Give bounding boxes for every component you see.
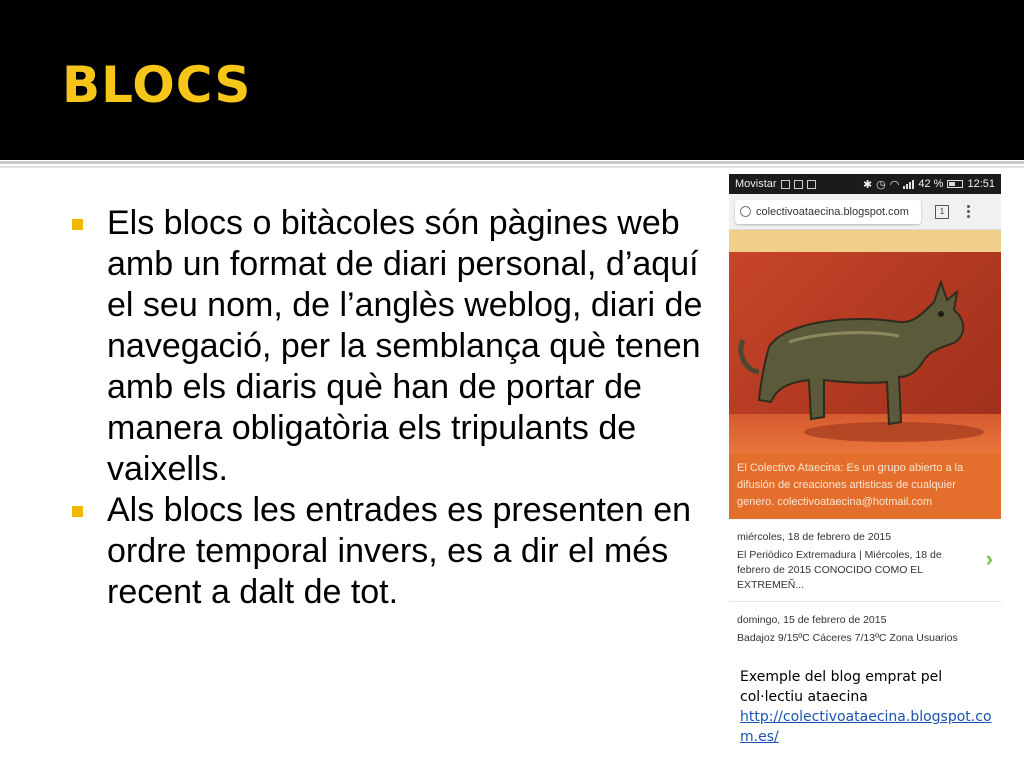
address-bar[interactable] — [735, 200, 921, 224]
tabs-icon[interactable] — [935, 205, 949, 219]
bluetooth-icon: ✱ — [862, 178, 873, 191]
blog-link[interactable]: http://colectivoataecina.blogspot.com.es/ — [740, 709, 992, 745]
slide-title: BLOCS — [62, 56, 252, 114]
image-caption — [740, 667, 995, 747]
divider-line-thin — [0, 166, 1024, 168]
caption-text: Exemple del blog emprat pel col·lectiu ataecina — [740, 669, 943, 705]
battery-percent: 42 % — [918, 178, 944, 190]
image-icon — [807, 180, 816, 189]
title-bar — [0, 0, 1024, 160]
divider-line — [0, 161, 1024, 164]
wifi-icon: ◠ — [889, 178, 900, 191]
post-summary: El Periódico Extremadura | Miércoles, 18 de febrero de 2015 CONOCIDO COMO EL EXTREMEÑ... — [737, 549, 942, 591]
header-strip — [729, 230, 1001, 252]
bronze-figurine-photo — [729, 252, 1001, 454]
post-date: miércoles, 18 de febrero de 2015 — [737, 531, 892, 543]
browser-toolbar — [729, 194, 1001, 230]
mail-icon — [781, 180, 790, 189]
battery-icon — [947, 180, 963, 188]
bullet-square-icon — [72, 506, 83, 517]
post-link[interactable] — [729, 626, 1001, 646]
bullet-list — [72, 203, 712, 613]
post-date: domingo, 15 de febrero de 2015 — [737, 614, 887, 626]
chevron-right-icon[interactable]: › — [985, 546, 993, 571]
phone-screenshot — [729, 174, 1001, 658]
post-summary: Badajoz 9/15ºC Cáceres 7/13ºC Zona Usuarios — [737, 632, 958, 644]
phone-status-bar — [729, 174, 1001, 194]
bullet-item — [72, 490, 712, 613]
download-icon — [794, 180, 803, 189]
post-link[interactable] — [729, 543, 1001, 593]
overflow-menu-icon[interactable] — [967, 205, 970, 218]
clock-time: 12:51 — [967, 178, 995, 190]
tabs-count: 1 — [939, 206, 945, 216]
bull-figurine-image — [729, 252, 1001, 454]
carrier-label: Movistar — [735, 178, 777, 190]
alarm-icon: ◷ — [876, 178, 886, 191]
bullet-item — [72, 203, 712, 490]
signal-icon — [903, 180, 914, 189]
globe-icon — [740, 206, 751, 217]
bullet-text: Els blocs o bitàcoles són pàgines web amb un format de diari personal, d’aquí el seu nom, de l’anglès weblog, diari de navegació, per la semblança què tenen amb els diaris què han de portar de manera obligatòria els tripulants de vaixells. — [107, 204, 703, 488]
url-text: colectivoataecina.blogspot.com — [756, 205, 909, 218]
blog-description: El Colectivo Ataecina: Es un grupo abierto a la difusión de creaciones artisticas de cualquier genero. colectivoataecina@hotmail.com — [729, 454, 1001, 519]
bullet-text: Als blocs les entrades es presenten en ordre temporal invers, es a dir el més recent a dalt de tot. — [107, 491, 692, 611]
bullet-square-icon — [72, 219, 83, 230]
